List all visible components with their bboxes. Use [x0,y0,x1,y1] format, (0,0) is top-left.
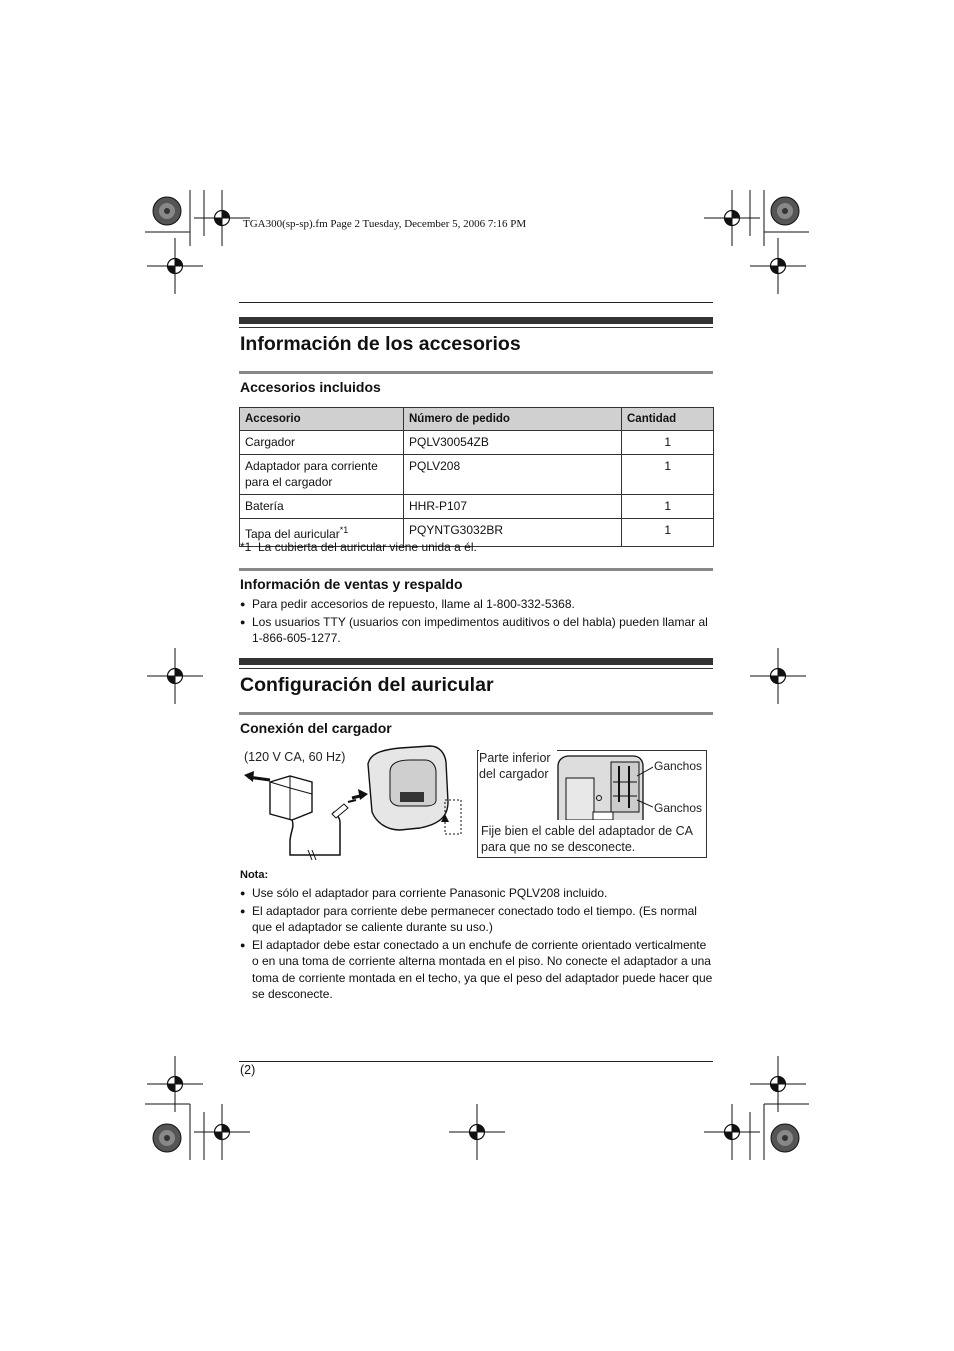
table-row [240,455,714,495]
cell-accessory-text: Tapa del auricular [245,527,340,541]
section-bar-thin [239,327,713,328]
accessories-table [239,407,714,547]
hooks-label-bottom: Ganchos [654,801,703,815]
cell-order: PQYNTG3032BR [404,519,622,547]
table-header-row [240,408,714,431]
table-row [240,495,714,519]
cell-order: PQLV30054ZB [404,431,622,455]
table-row [240,431,714,455]
header-order-number: Número de pedido [404,408,622,431]
list-item: ● Los usuarios TTY (usuarios con impedimentos auditivos o del habla) pueden llamar al 1-866-605-1277. [240,614,714,647]
subsection-title-sales: Información de ventas y respaldo [240,576,463,592]
note-bullet-list [240,885,714,1004]
page-number: (2) [240,1063,256,1077]
cell-qty: 1 [622,431,714,455]
section-bar-thin [239,668,713,669]
voltage-label: (120 V CA, 60 Hz) [244,750,346,764]
charger-bottom-illustration [553,752,653,820]
cell-accessory: Cargador [240,431,404,455]
hooks-label-top: Ganchos [654,759,703,773]
subsection-title-charger-connection: Conexión del cargador [240,720,392,736]
cell-qty: 1 [622,455,714,495]
cell-order: PQLV208 [404,455,622,495]
subsection-bar [239,712,713,715]
cell-order: HHR-P107 [404,495,622,519]
top-rule [239,302,713,303]
section-title-accessories: Información de los accesorios [240,333,521,355]
list-item: ● El adaptador para corriente debe permanecer conectado todo el tiempo. (Es normal que el adaptador se caliente durante su uso.) [240,903,714,936]
subsection-title-included: Accesorios incluidos [240,379,381,395]
header-quantity: Cantidad [622,408,714,431]
inset-caption: Fije bien el cable del adaptador de CA para que no se desconecte. [481,824,693,854]
list-item: ● Para pedir accesorios de repuesto, llame al 1-800-332-5368. [240,596,714,613]
section-bar [239,317,713,324]
note-label: Nota: [240,869,269,881]
list-item: ● El adaptador debe estar conectado a un enchufe de corriente orientado verticalmente o en una toma de corriente alterna montada en el piso. No conecte el adaptador a una toma de corriente montada en el techo, ya que el peso del adaptador puede hacer que se desconecte. [240,937,714,1003]
cell-accessory: Adaptador para corriente para el cargador [240,455,404,495]
cell-qty: 1 [622,495,714,519]
subsection-bar [239,568,713,571]
section-title-handset-setup: Configuración del auricular [240,674,494,696]
table-footnote: *1 La cubierta del auricular viene unida a él. [240,540,477,554]
print-header: TGA300(sp-sp).fm Page 2 Tuesday, December 5, 2006 7:16 PM [243,218,527,230]
inset-label: Parte inferior del cargador [479,750,557,782]
header-accessory: Accesorio [240,408,404,431]
footnote-ref: *1 [339,525,349,535]
list-item: ● Use sólo el adaptador para corriente Panasonic PQLV208 incluido. [240,885,714,902]
charger-illustration [240,742,475,862]
footer-rule [239,1061,713,1062]
sales-bullet-list [240,596,714,648]
section-bar [239,658,713,665]
cell-qty: 1 [622,519,714,547]
cell-accessory: Batería [240,495,404,519]
subsection-bar [239,371,713,374]
